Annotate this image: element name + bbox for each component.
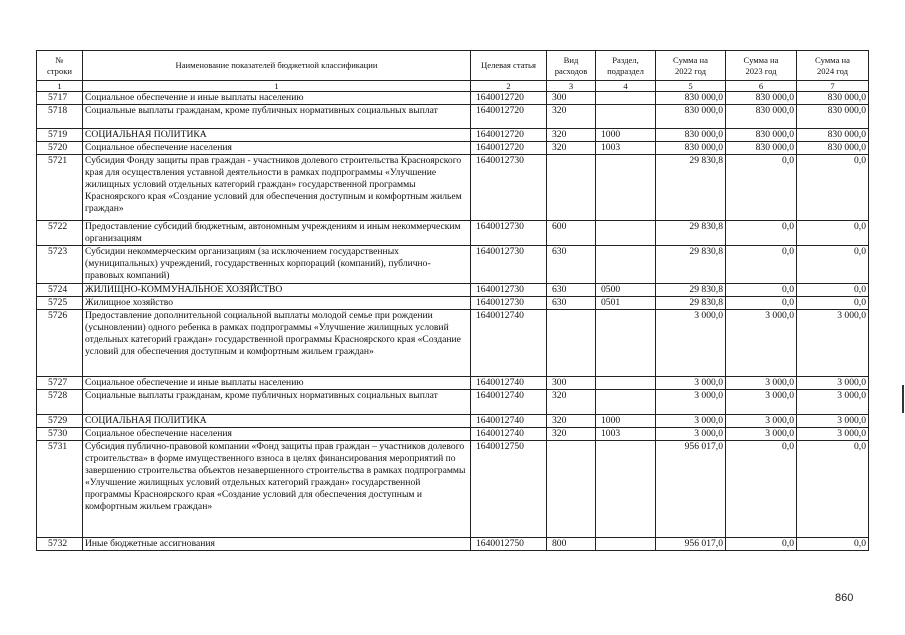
sum-2023: 830 000,0 (726, 92, 797, 105)
table-row (37, 246, 869, 284)
sum-2023: 830 000,0 (726, 129, 797, 142)
target-article: 1640012730 (471, 221, 547, 246)
table-row (37, 428, 869, 441)
expense-type (547, 310, 596, 377)
section-code (596, 377, 656, 390)
sum-2023: 0,0 (726, 297, 797, 310)
section-code (596, 310, 656, 377)
indicator-name: Социальные выплаты гражданам, кроме публичных нормативных социальных выплат (83, 390, 471, 415)
indicator-name: Предоставление дополнительной социальной выплаты молодой семье при рождении (усыновлении) одного ребенка в рамках подпрограммы «Улучшение жилищных условий отдельных категорий граждан» государственной программы Красноярского края «Создание условий для обеспечения доступным и комфортным жильем граждан» (83, 310, 471, 377)
row-number: 5717 (37, 92, 83, 105)
sum-2024: 830 000,0 (797, 92, 869, 105)
sum-2024: 3 000,0 (797, 428, 869, 441)
row-number: 5728 (37, 390, 83, 415)
table-row (37, 538, 869, 551)
sum-2023: 0,0 (726, 155, 797, 221)
row-number: 5732 (37, 538, 83, 551)
target-article: 1640012740 (471, 428, 547, 441)
target-article: 1640012730 (471, 284, 547, 297)
expense-type: 600 (547, 221, 596, 246)
sum-2022: 830 000,0 (656, 142, 726, 155)
scan-edge-mark (902, 385, 904, 413)
sum-2024: 3 000,0 (797, 415, 869, 428)
table-row (37, 441, 869, 538)
target-article: 1640012730 (471, 155, 547, 221)
sum-2023: 0,0 (726, 441, 797, 538)
sum-2023: 3 000,0 (726, 415, 797, 428)
table-row (37, 284, 869, 297)
row-number: 5726 (37, 310, 83, 377)
sum-2022: 29 830,8 (656, 221, 726, 246)
column-number: 3 (547, 81, 596, 92)
section-code: 1003 (596, 428, 656, 441)
sum-2024: 3 000,0 (797, 390, 869, 415)
header-sum-2022: Сумма на 2022 год (656, 51, 726, 81)
row-number: 5722 (37, 221, 83, 246)
header-sum-2024: Сумма на 2024 год (797, 51, 869, 81)
sum-2024: 3 000,0 (797, 310, 869, 377)
target-article: 1640012740 (471, 390, 547, 415)
sum-2022: 956 017,0 (656, 538, 726, 551)
column-number: 1 (83, 81, 471, 92)
row-number: 5729 (37, 415, 83, 428)
table-row (37, 297, 869, 310)
column-numbers-row (37, 81, 869, 92)
sum-2024: 0,0 (797, 155, 869, 221)
sum-2023: 3 000,0 (726, 390, 797, 415)
indicator-name: Социальное обеспечение населения (83, 428, 471, 441)
table-row (37, 390, 869, 415)
expense-type: 630 (547, 284, 596, 297)
sum-2024: 0,0 (797, 538, 869, 551)
header-sum-2023: Сумма на 2023 год (726, 51, 797, 81)
section-code: 1003 (596, 142, 656, 155)
sum-2024: 830 000,0 (797, 105, 869, 129)
target-article: 1640012720 (471, 92, 547, 105)
table-row (37, 92, 869, 105)
indicator-name: Предоставление субсидий бюджетным, автономным учреждениям и иным некоммерческим организациям (83, 221, 471, 246)
row-number: 5723 (37, 246, 83, 284)
sum-2023: 0,0 (726, 221, 797, 246)
sum-2022: 29 830,8 (656, 155, 726, 221)
sum-2022: 29 830,8 (656, 297, 726, 310)
section-code (596, 92, 656, 105)
expense-type: 630 (547, 297, 596, 310)
column-number: 6 (726, 81, 797, 92)
sum-2022: 3 000,0 (656, 377, 726, 390)
target-article: 1640012730 (471, 297, 547, 310)
sum-2024: 830 000,0 (797, 142, 869, 155)
page-number: 860 (835, 592, 854, 604)
table-body (37, 92, 869, 551)
expense-type: 800 (547, 538, 596, 551)
sum-2024: 0,0 (797, 246, 869, 284)
section-code (596, 221, 656, 246)
header-expense-type: Вид расходов (547, 51, 596, 81)
sum-2022: 29 830,8 (656, 284, 726, 297)
sum-2023: 830 000,0 (726, 105, 797, 129)
sum-2023: 3 000,0 (726, 377, 797, 390)
row-number: 5724 (37, 284, 83, 297)
expense-type (547, 441, 596, 538)
section-code: 1000 (596, 415, 656, 428)
expense-type: 320 (547, 428, 596, 441)
sum-2022: 3 000,0 (656, 390, 726, 415)
sum-2023: 0,0 (726, 246, 797, 284)
sum-2022: 830 000,0 (656, 105, 726, 129)
header-row (37, 51, 869, 81)
sum-2024: 0,0 (797, 284, 869, 297)
section-code (596, 390, 656, 415)
indicator-name: ЖИЛИЩНО-КОММУНАЛЬНОЕ ХОЗЯЙСТВО (83, 284, 471, 297)
sum-2023: 0,0 (726, 284, 797, 297)
target-article: 1640012740 (471, 415, 547, 428)
sum-2023: 0,0 (726, 538, 797, 551)
row-number: 5720 (37, 142, 83, 155)
table-row (37, 221, 869, 246)
sum-2024: 0,0 (797, 221, 869, 246)
target-article: 1640012750 (471, 441, 547, 538)
table-row (37, 142, 869, 155)
header-section: Раздел, подраздел (596, 51, 656, 81)
expense-type: 320 (547, 142, 596, 155)
indicator-name: Иные бюджетные ассигнования (83, 538, 471, 551)
row-number: 5721 (37, 155, 83, 221)
sum-2022: 830 000,0 (656, 92, 726, 105)
target-article: 1640012740 (471, 310, 547, 377)
section-code (596, 538, 656, 551)
expense-type: 300 (547, 92, 596, 105)
row-number: 5718 (37, 105, 83, 129)
header-name: Наименование показателей бюджетной классификации (83, 51, 471, 81)
indicator-name: СОЦИАЛЬНАЯ ПОЛИТИКА (83, 129, 471, 142)
row-number: 5730 (37, 428, 83, 441)
row-number: 5731 (37, 441, 83, 538)
table-row (37, 310, 869, 377)
section-code: 1000 (596, 129, 656, 142)
sum-2024: 0,0 (797, 441, 869, 538)
section-code: 0500 (596, 284, 656, 297)
target-article: 1640012740 (471, 377, 547, 390)
target-article: 1640012720 (471, 129, 547, 142)
column-number: 2 (471, 81, 547, 92)
section-code (596, 155, 656, 221)
section-code (596, 441, 656, 538)
sum-2022: 3 000,0 (656, 310, 726, 377)
indicator-name: Социальное обеспечение и иные выплаты населению (83, 377, 471, 390)
expense-type: 320 (547, 105, 596, 129)
sum-2024: 0,0 (797, 297, 869, 310)
column-number: 1 (37, 81, 83, 92)
expense-type (547, 155, 596, 221)
row-number: 5727 (37, 377, 83, 390)
expense-type: 630 (547, 246, 596, 284)
target-article: 1640012720 (471, 105, 547, 129)
expense-type: 300 (547, 377, 596, 390)
indicator-name: Субсидии некоммерческим организациям (за исключением государственных (муниципальных) учреждений, государственных корпораций (компаний), публично-правовых компаний) (83, 246, 471, 284)
sum-2022: 830 000,0 (656, 129, 726, 142)
section-code (596, 246, 656, 284)
expense-type: 320 (547, 415, 596, 428)
expense-type: 320 (547, 390, 596, 415)
sum-2022: 3 000,0 (656, 428, 726, 441)
header-target: Целевая статья (471, 51, 547, 81)
column-number: 4 (596, 81, 656, 92)
section-code (596, 105, 656, 129)
sum-2024: 3 000,0 (797, 377, 869, 390)
sum-2023: 3 000,0 (726, 428, 797, 441)
indicator-name: Социальное обеспечение населения (83, 142, 471, 155)
target-article: 1640012720 (471, 142, 547, 155)
table-row (37, 415, 869, 428)
indicator-name: СОЦИАЛЬНАЯ ПОЛИТИКА (83, 415, 471, 428)
sum-2023: 830 000,0 (726, 142, 797, 155)
sum-2022: 3 000,0 (656, 415, 726, 428)
table-row (37, 377, 869, 390)
target-article: 1640012750 (471, 538, 547, 551)
table-row (37, 105, 869, 129)
table-row (37, 155, 869, 221)
indicator-name: Жилищное хозяйство (83, 297, 471, 310)
target-article: 1640012730 (471, 246, 547, 284)
sum-2023: 3 000,0 (726, 310, 797, 377)
indicator-name: Субсидия Фонду защиты прав граждан - участников долевого строительства Красноярского края для осуществления уставной деятельности в рамках подпрограммы «Улучшение жилищных условий отдельных категорий граждан» государственной программы Красноярского края «Создание условий для обеспечения доступным и комфортным жильем граждан» (83, 155, 471, 221)
table-row (37, 129, 869, 142)
column-number: 7 (797, 81, 869, 92)
section-code: 0501 (596, 297, 656, 310)
budget-table (36, 50, 869, 551)
sum-2024: 830 000,0 (797, 129, 869, 142)
indicator-name: Субсидия публично-правовой компании «Фонд защиты прав граждан – участников долевого строительства» в форме имущественного взноса в целях финансирования мероприятий по завершению строительства объектов незавершенного строительства в рамках подпрограммы «Улучшение жилищных условий отдельных категорий граждан» государственной программы Красноярского края «Создание условий для обеспечения доступным и комфортным жильем граждан» (83, 441, 471, 538)
row-number: 5725 (37, 297, 83, 310)
header-row-no: № строки (37, 51, 83, 81)
column-number: 5 (656, 81, 726, 92)
indicator-name: Социальное обеспечение и иные выплаты населению (83, 92, 471, 105)
indicator-name: Социальные выплаты гражданам, кроме публичных нормативных социальных выплат (83, 105, 471, 129)
sum-2022: 956 017,0 (656, 441, 726, 538)
expense-type: 320 (547, 129, 596, 142)
row-number: 5719 (37, 129, 83, 142)
sum-2022: 29 830,8 (656, 246, 726, 284)
